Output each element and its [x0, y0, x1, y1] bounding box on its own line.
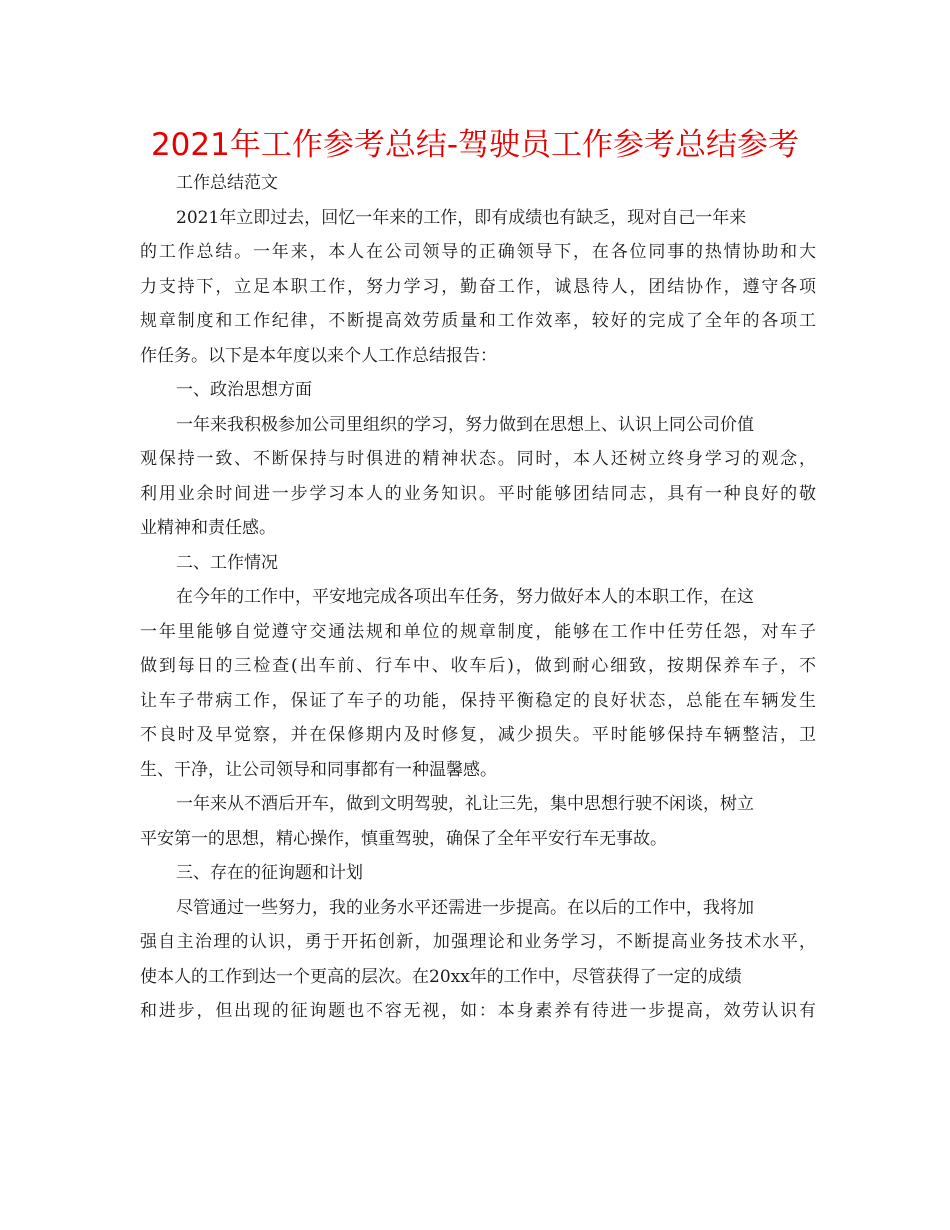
paragraph-line: 作任务。以下是本年度以来个人工作总结报告：: [140, 345, 497, 366]
paragraph-line: 规章制度和工作纪律，不断提高效劳质量和工作效率，较好的完成了全年的各项工: [140, 311, 816, 331]
paragraph-line: 的工作总结。一年来，本人在公司领导的正确领导下，在各位同事的热情协助和大: [140, 242, 816, 262]
paragraph-line: 在今年的工作中，平安地完成各项出车任务，努力做好本人的本职工作，在这: [176, 587, 754, 607]
paragraph-line: 使本人的工作到达一个更高的层次。在20xx年的工作中，尽管获得了一定的成绩: [140, 966, 742, 987]
section-heading-work: 二、工作情况: [176, 552, 278, 573]
paragraph-line: 一年里能够自觉遵守交通法规和单位的规章制度，能够在工作中任劳任怨，对车子: [140, 621, 816, 642]
paragraph-line: 尽管通过一些努力，我的业务水平还需进一步提高。在以后的工作中，我将加: [176, 897, 754, 918]
document-title: 2021年工作参考总结-驾驶员工作参考总结参考: [150, 127, 800, 163]
paragraph-line: 2021年立即过去，回忆一年来的工作，即有成绩也有缺乏，现对自己一年来: [176, 207, 747, 228]
paragraph-line: 一年来我积极参加公司里组织的学习，努力做到在思想上、认识上同公司价值: [176, 414, 754, 435]
paragraph-line: 强自主治理的认识，勇于开拓创新，加强理论和业务学习，不断提高业务技术水平，: [140, 932, 816, 952]
paragraph-line: 观保持一致、不断保持与时俱进的精神状态。同时，本人还树立终身学习的观念，: [140, 449, 816, 469]
paragraph-line: 生、干净，让公司领导和同事都有一种温馨感。: [140, 759, 497, 780]
paragraph-line: 平安第一的思想，精心操作，慎重驾驶，确保了全年平安行车无事故。: [140, 828, 667, 849]
document-body: [140, 166, 816, 1029]
section-heading-issues-plan: 三、存在的征询题和计划: [176, 863, 363, 883]
paragraph-line: 做到每日的三检查(出车前、行车中、收车后)，做到耐心细致，按期保养车子，不: [140, 656, 816, 676]
paragraph-line: 一年来从不酒后开车，做到文明驾驶，礼让三先，集中思想行驶不闲谈，树立: [176, 794, 754, 814]
paragraph-line: 利用业余时间进一步学习本人的业务知识。平时能够团结同志，具有一种良好的敬: [140, 483, 816, 504]
paragraph-line: 业精神和责任感。: [140, 518, 276, 538]
section-heading-political: 一、政治思想方面: [176, 380, 312, 400]
paragraph-line: 力支持下，立足本职工作，努力学习，勤奋工作，诚恳待人，团结协作，遵守各项: [140, 276, 816, 297]
section-label-summary-sample: 工作总结范文: [176, 173, 278, 193]
paragraph-line: 和进步，但出现的征询题也不容无视，如：本身素养有待进一步提高，效劳认识有: [140, 1001, 816, 1021]
paragraph-line: 让车子带病工作，保证了车子的功能，保持平衡稳定的良好状态，总能在车辆发生: [140, 690, 816, 711]
paragraph-line: 不良时及早觉察，并在保修期内及时修复，减少损失。平时能够保持车辆整洁，卫: [140, 725, 816, 745]
